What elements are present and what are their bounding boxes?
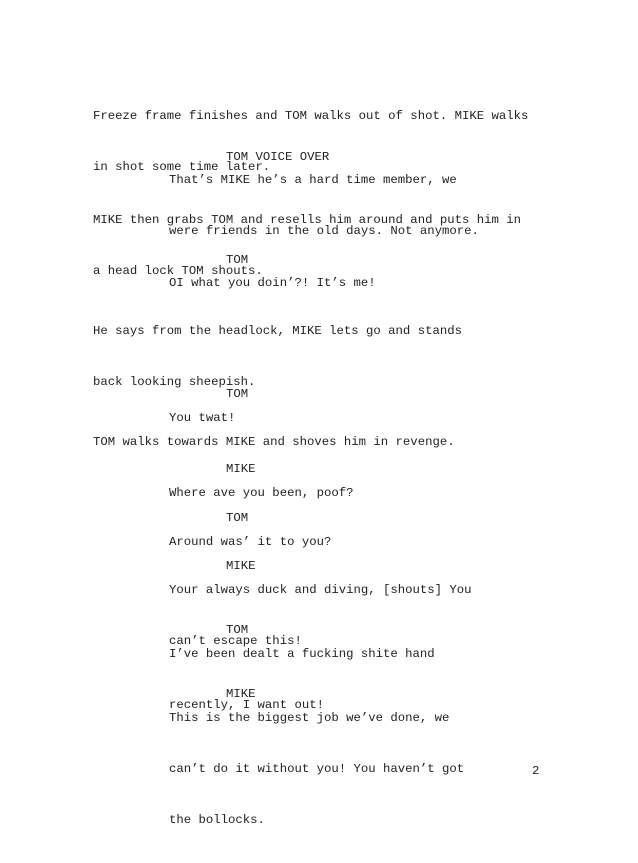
text-line: OI what you doin’?! It’s me!: [169, 276, 376, 290]
text-line: were friends in the old days. Not anymore.: [169, 224, 479, 238]
text-line: I’ve been dealt a fucking shite hand: [169, 647, 435, 661]
text-line: Around was’ it to you?: [169, 535, 332, 549]
text-line: TOM: [226, 623, 249, 637]
text-line: MIKE: [226, 559, 256, 573]
text-line: TOM: [226, 511, 249, 525]
text-line: This is the biggest job we’ve done, we: [169, 711, 450, 725]
text-line: Where ave you been, poof?: [169, 486, 354, 500]
text-line: TOM walks towards MIKE and shoves him in revenge.: [93, 435, 455, 449]
text-line: recently, I want out!: [169, 698, 324, 712]
dialogue: [169, 676, 464, 863]
text-line: That’s MIKE he’s a hard time member, we: [169, 173, 457, 187]
text-line: a head lock TOM shouts.: [93, 264, 263, 278]
text-line: Freeze frame finishes and TOM walks out of shot. MIKE walks: [93, 109, 529, 123]
text-line: the bollocks.: [169, 813, 265, 827]
page-number: 2: [532, 764, 540, 778]
text-line: can’t escape this!: [169, 634, 302, 648]
text-line: MIKE: [226, 462, 256, 476]
text-line: can’t do it without you! You haven’t got: [169, 762, 465, 776]
text-line: TOM: [226, 253, 249, 267]
text-line: TOM VOICE OVER: [226, 150, 330, 164]
text-line: TOM: [226, 387, 249, 401]
text-line: MIKE then grabs TOM and resells him around and puts him in: [93, 213, 522, 227]
text-line: in shot some time later.: [93, 160, 271, 174]
text-line: He says from the headlock, MIKE lets go and stands: [93, 324, 462, 338]
text-line: back looking sheepish.: [93, 375, 256, 389]
text-line: Your always duck and diving, [shouts] You: [169, 583, 472, 597]
text-line: You twat!: [169, 411, 236, 425]
text-line: MIKE: [226, 687, 256, 701]
